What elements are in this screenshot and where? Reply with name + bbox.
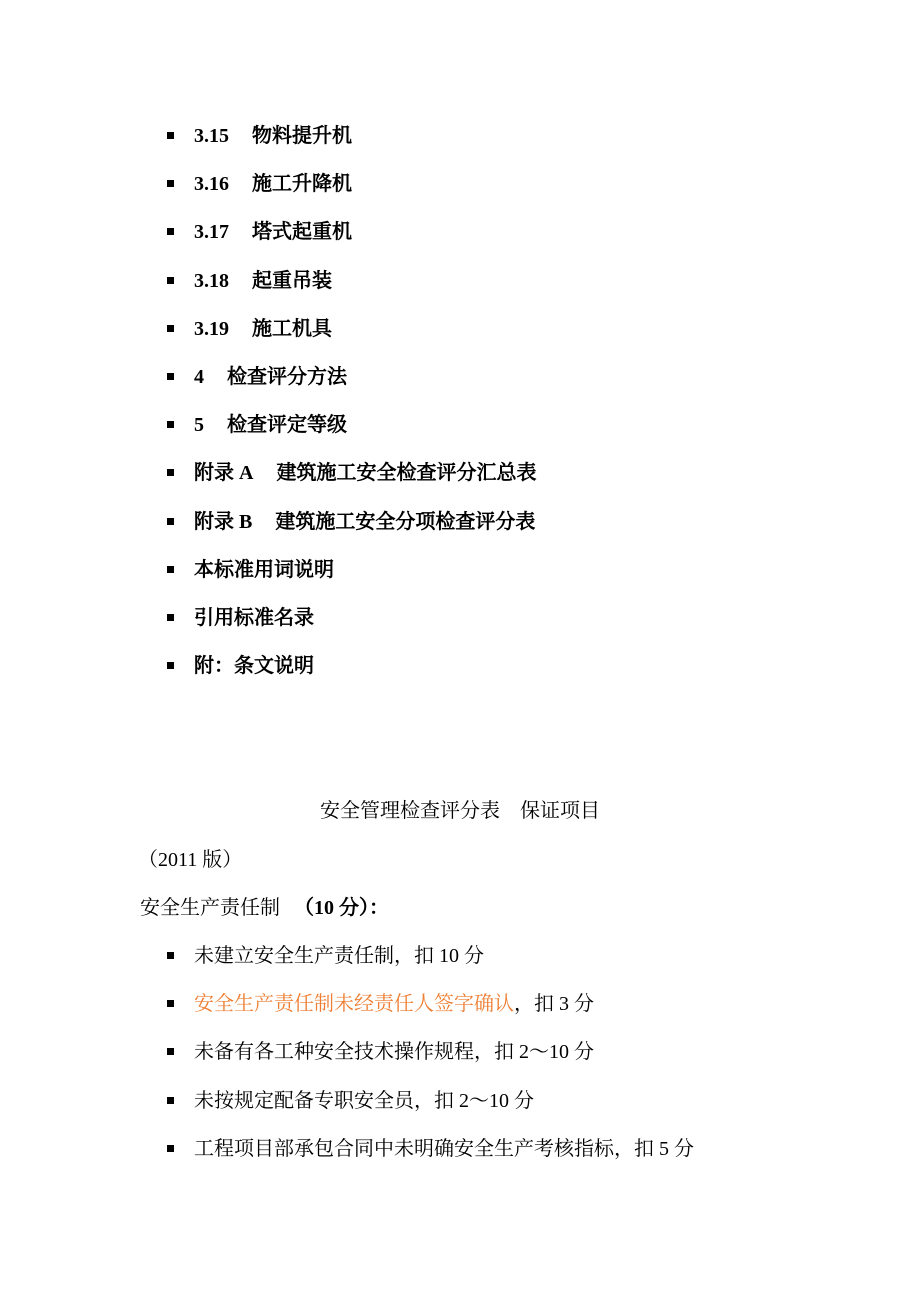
toc-label: 检查评定等级 xyxy=(227,414,347,437)
toc-number: 5 xyxy=(194,414,204,437)
toc-number: 4 xyxy=(194,365,204,388)
square-bullet-icon xyxy=(167,1048,174,1055)
square-bullet-icon xyxy=(167,1000,174,1007)
square-bullet-icon xyxy=(167,373,174,380)
toc-item xyxy=(0,642,920,690)
deduction-item xyxy=(0,932,920,980)
toc-label: 检查评分方法 xyxy=(227,365,347,388)
deduction-item xyxy=(0,1125,920,1173)
deduction-text: 未按规定配备专职安全员，扣 2～10 分 xyxy=(194,1089,534,1112)
square-bullet-icon xyxy=(167,421,174,428)
deduction-item xyxy=(0,1077,920,1125)
toc-number: 附录 A xyxy=(194,462,254,485)
toc-number: 附录 B xyxy=(194,510,253,533)
deduction-text: ，扣 3 分 xyxy=(514,993,594,1016)
deduction-highlight: 安全生产责任制未经责任人签字确认 xyxy=(194,993,514,1016)
toc-item xyxy=(0,546,920,594)
square-bullet-icon xyxy=(167,228,174,235)
toc-label: 建筑施工安全分项检查评分表 xyxy=(275,510,536,533)
square-bullet-icon xyxy=(167,325,174,332)
square-bullet-icon xyxy=(167,614,174,621)
deduction-text: 未建立安全生产责任制，扣 10 分 xyxy=(194,945,484,967)
square-bullet-icon xyxy=(167,180,174,187)
square-bullet-icon xyxy=(167,952,174,959)
toc-item xyxy=(0,112,920,160)
toc-item xyxy=(0,449,920,497)
toc-number: 3.18 xyxy=(194,269,229,292)
square-bullet-icon xyxy=(167,277,174,284)
toc-list xyxy=(0,112,920,690)
toc-number: 3.16 xyxy=(194,173,229,196)
square-bullet-icon xyxy=(167,1145,174,1152)
square-bullet-icon xyxy=(167,132,174,139)
toc-label: 起重吊装 xyxy=(252,269,332,292)
toc-item xyxy=(0,208,920,256)
deduction-text: 工程项目部承包合同中未明确安全生产考核指标，扣 5 分 xyxy=(194,1137,694,1160)
toc-item xyxy=(0,305,920,353)
toc-number: 3.17 xyxy=(194,221,229,244)
square-bullet-icon xyxy=(167,469,174,476)
toc-item xyxy=(0,257,920,305)
deduction-text: 未备有各工种安全技术操作规程，扣 2～10 分 xyxy=(194,1041,594,1064)
square-bullet-icon xyxy=(167,518,174,525)
deduction-item xyxy=(0,1028,920,1076)
toc-label: 物料提升机 xyxy=(252,125,352,147)
square-bullet-icon xyxy=(167,662,174,669)
section-heading xyxy=(140,890,389,926)
section-score: （10 分）： xyxy=(294,897,389,919)
toc-label: 施工升降机 xyxy=(252,173,352,196)
toc-label: 建筑施工安全检查评分汇总表 xyxy=(276,462,537,485)
toc-label: 施工机具 xyxy=(252,317,332,340)
table-title: 安全管理检查评分表 保证项目 xyxy=(320,800,600,822)
toc-item xyxy=(0,594,920,642)
toc-item xyxy=(0,160,920,208)
toc-label: 本标准用词说明 xyxy=(194,558,334,581)
square-bullet-icon xyxy=(167,1097,174,1104)
toc-number: 3.15 xyxy=(194,125,229,147)
deduction-item xyxy=(0,980,920,1028)
toc-label: 附：条文说明 xyxy=(194,655,314,678)
deduction-list xyxy=(0,932,920,1173)
version-label: （2011 版） xyxy=(138,849,243,871)
toc-item xyxy=(0,498,920,546)
toc-item xyxy=(0,401,920,449)
toc-label: 引用标准名录 xyxy=(194,606,314,629)
square-bullet-icon xyxy=(167,566,174,573)
toc-label: 塔式起重机 xyxy=(252,221,352,244)
toc-number: 3.19 xyxy=(194,317,229,340)
section-name: 安全生产责任制 xyxy=(140,897,280,919)
toc-item xyxy=(0,353,920,401)
